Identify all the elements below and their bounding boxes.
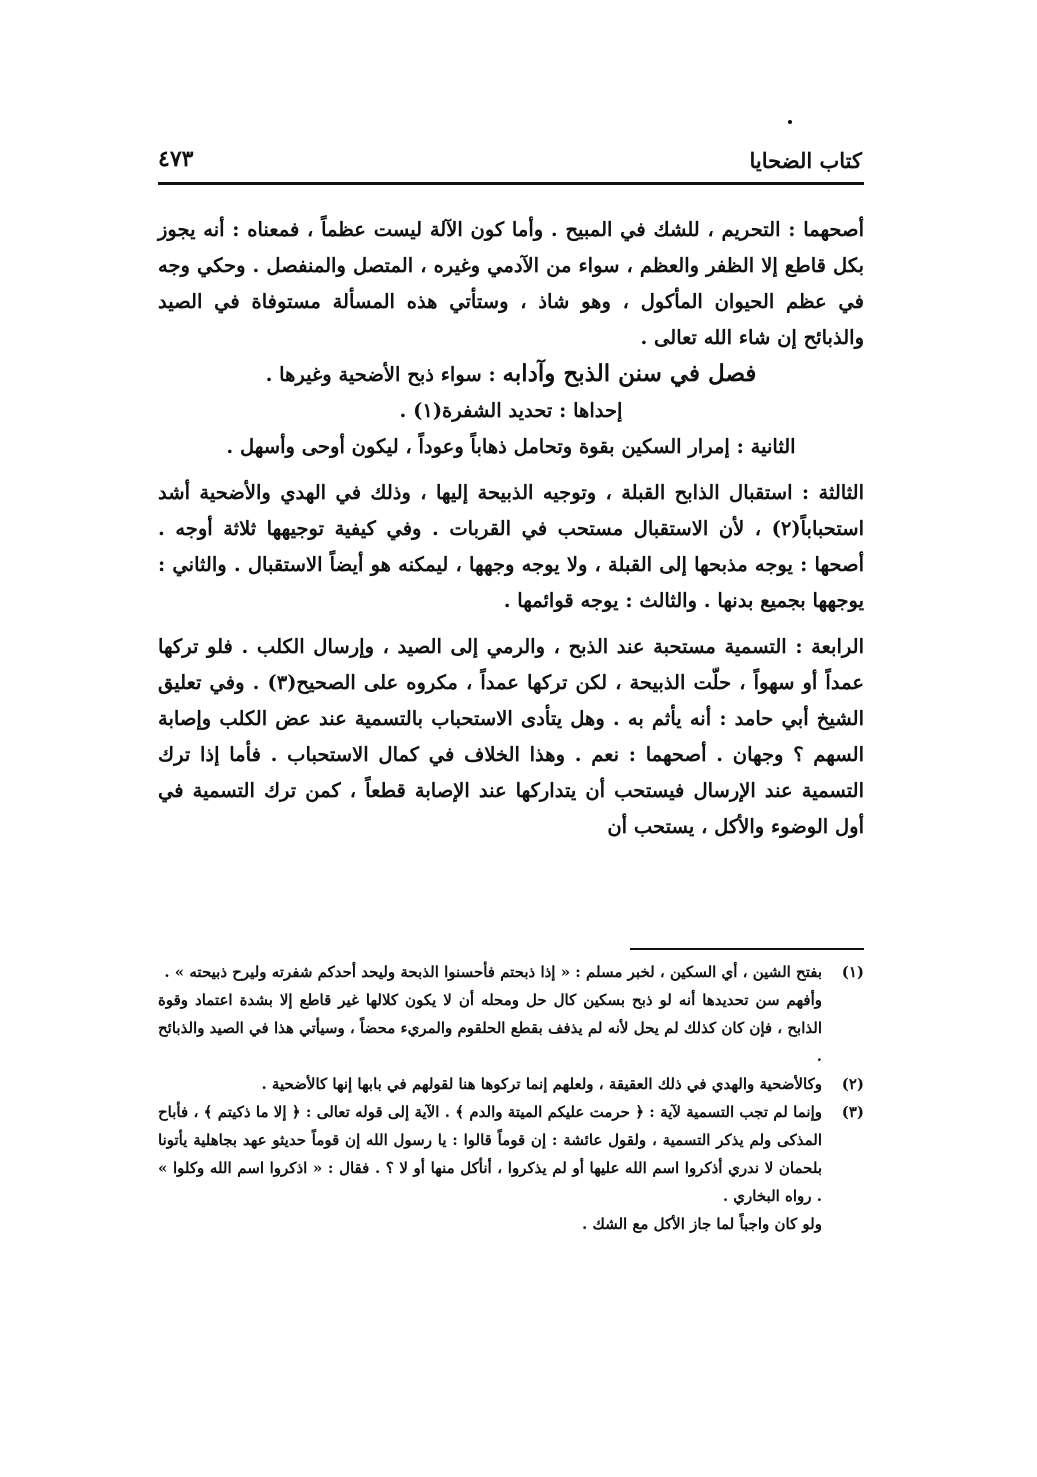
rule-fourth: الرابعة : التسمية مستحبة عند الذبح ، والرمي إلى الصيد ، وإرسال الكلب . فلو تركها عمداً أو سهواً ، حلّت الذبيحة ، لكن تركها عمداً ، مكروه على الصحيح(٣) . وفي تعليق الشيخ أبي حامد : أنه يأثم به . وهل يتأدى الاستحباب بالتسمية عند عض الكلب وإصابة السهم ؟ وجهان . أصحهما : نعم . وهذا الخلاف في كمال الاستحباب . فأما إذا ترك التسمية عند الإرسال فيستحب أن يتداركها عند الإصابة قطعاً ، كمن ترك التسمية في أول الوضوء والأكل ، يستحب أن <box>158 635 864 838</box>
page-number: ٤٧٣ <box>158 146 194 172</box>
section-heading-line <box>158 356 864 393</box>
header-rule <box>158 182 864 185</box>
footnote-text: بفتح الشين ، أي السكين ، لخبر مسلم : « إذا ذبحتم فأحسنوا الذبحة وليحد أحدكم شفرته وليرح ذبيحته » . <box>164 963 822 981</box>
footnote-rule <box>630 948 864 950</box>
footnote-number: (١) <box>841 963 864 981</box>
main-text <box>158 212 864 845</box>
footnote-number: (٢) <box>841 1075 864 1093</box>
footnote-3-continuation: ولو كان واجباً لما جاز الأكل مع الشك . <box>582 1215 822 1233</box>
page-header <box>158 140 862 180</box>
stray-dot <box>788 120 792 124</box>
footnote-1-continuation: وأفهم سن تحديدها أنه لو ذبح بسكين كال حل ومحله أن لا يكون كلالها غير قاطع إلا بشدة اعتماد وقوة الذابح ، فإن كان كذلك لم يحل لأنه لم يذفف بقطع الحلقوم والمريء محضاً ، وسيأتي هذا في الصيد والذبائح . <box>158 991 822 1065</box>
footnote-text: وإنما لم تجب التسمية لآية : ﴿ حرمت عليكم الميتة والدم ﴾ . الآية إلى قوله تعالى : ﴿ إلا ما ذكيتم ﴾ ، فأباح المذكى ولم يذكر التسمية ، ولقول عائشة : إن قوماً قالوا : يا رسول الله إن قوماً حديثو عهد بجاهلية يأتونا بلحمان لا ندري أذكروا اسم الله عليها أو لم يذكروا ، أنأكل منها أو لا ؟ . فقال : « اذكروا اسم الله وكلوا » . رواه البخاري . <box>158 1103 822 1205</box>
footnote-2 <box>158 1070 864 1098</box>
footnote-text: وكالأضحية والهدي في ذلك العقيقة ، ولعلهم إنما تركوها هنا لقولهم في بابها إنها كالأضحية . <box>261 1075 822 1093</box>
footnote-number: (٣) <box>841 1103 864 1121</box>
footnotes <box>158 958 864 1238</box>
rule-second: الثانية : إمرار السكين بقوة وتحامل ذهاباً وعوداً ، ليكون أوحى وأسهل . <box>226 435 796 458</box>
rule-third: الثالثة : استقبال الذابح القبلة ، وتوجيه الذبيحة إليها ، وذلك في الهدي والأضحية أشد استحباباً(٢) ، لأن الاستقبال مستحب في القربات . وفي كيفية توجيهها ثلاثة أوجه . أصحها : يوجه مذبحها إلى القبلة ، ولا يوجه وجهها ، ليمكنه هو أيضاً الاستقبال . والثاني : يوجهها بجميع بدنها . والثالث : يوجه قوائمها . <box>158 481 864 612</box>
footnote-3 <box>158 1098 864 1210</box>
section-heading-rest: : سواء ذبح الأضحية وغيرها . <box>265 363 503 386</box>
paragraph-1: أصحهما : التحريم ، للشك في المبيح . وأما كون الآلة ليست عظماً ، فمعناه : أنه يجوز بكل قاطع إلا الظفر والعظم ، سواء من الآدمي وغيره ، المتصل والمنفصل . وحكي وجه في عظم الحيوان المأكول ، وهو شاذ ، وستأتي هذه المسألة مستوفاة في الصيد والذبائح إن شاء الله تعالى . <box>158 218 864 349</box>
section-heading: فصل في سنن الذبح وآدابه <box>502 360 757 387</box>
rule-first: إحداها : تحديد الشفرة(١) . <box>399 399 623 422</box>
footnote-1 <box>158 958 864 986</box>
chapter-title: كتاب الضحايا <box>749 148 862 173</box>
